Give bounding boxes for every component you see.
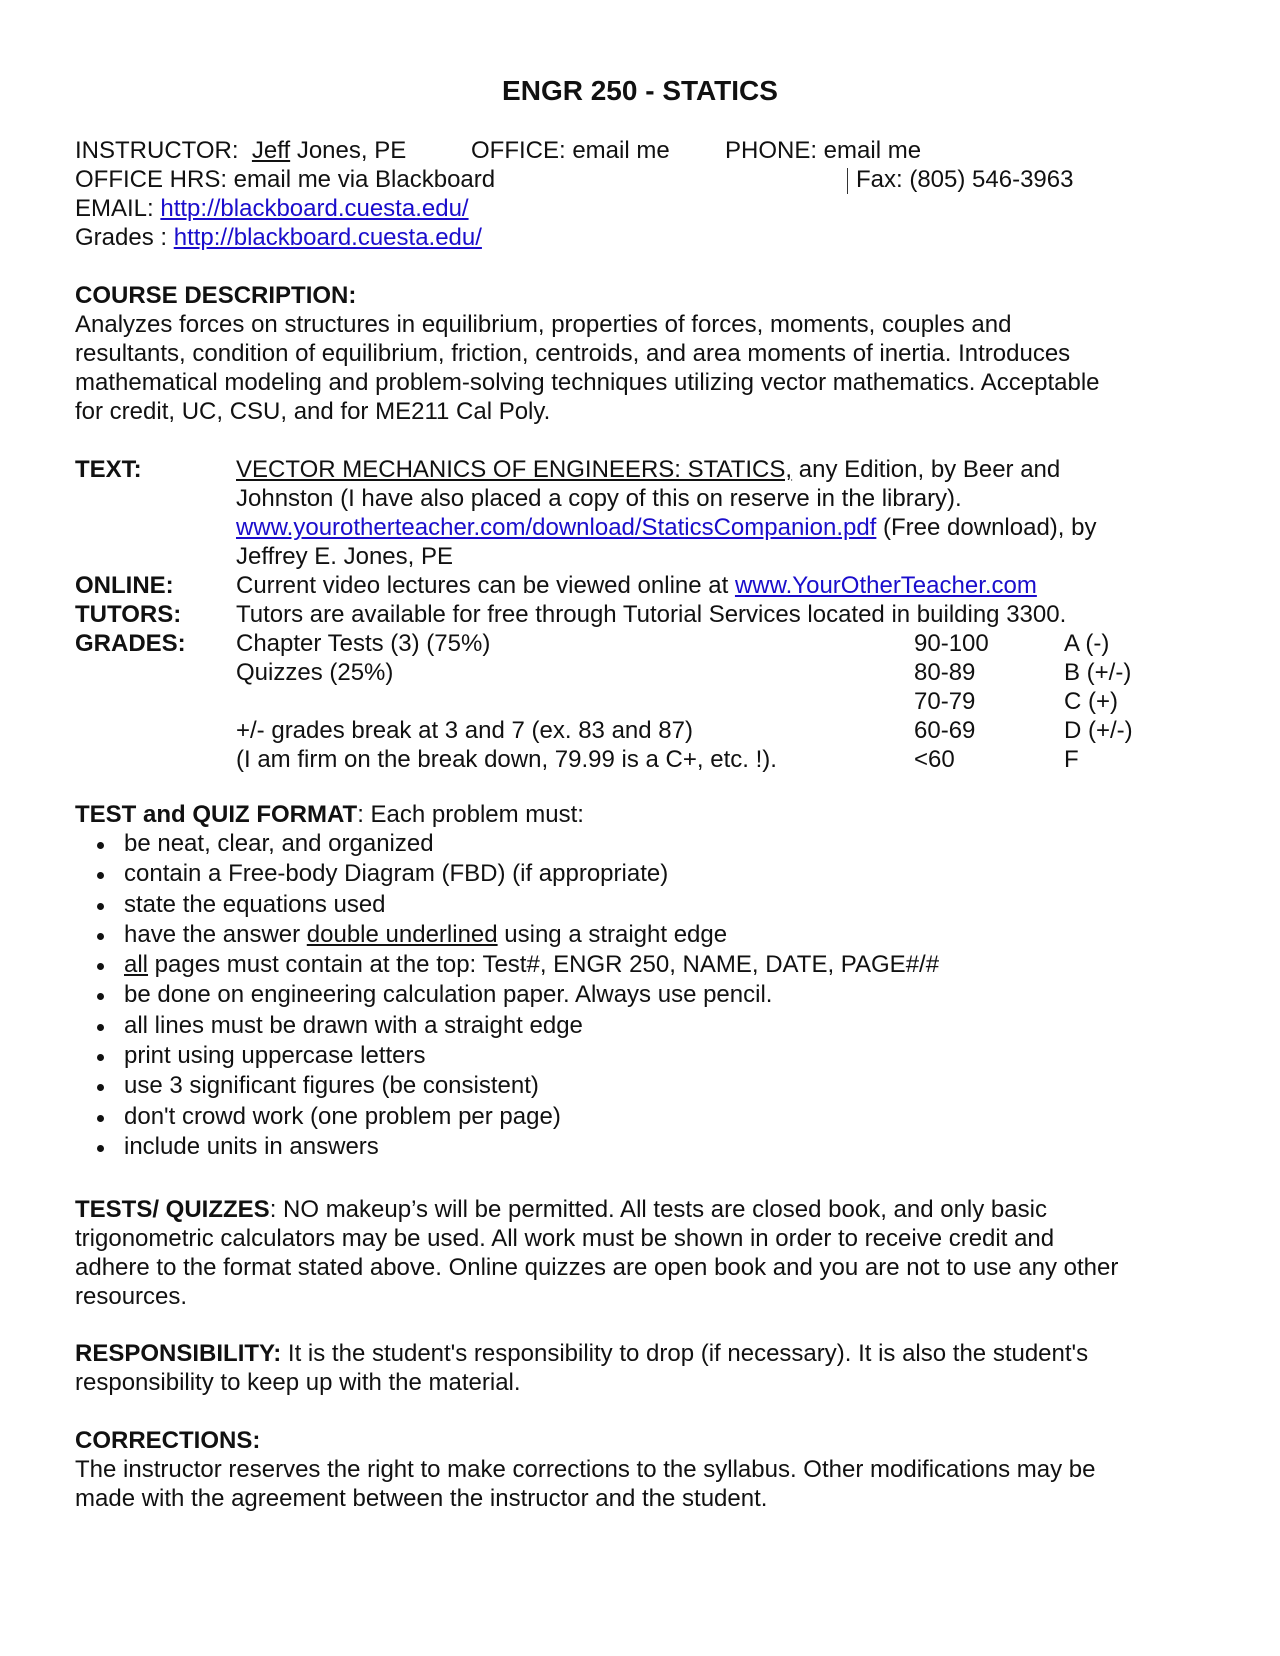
grade-letter: D (+/-): [1064, 717, 1133, 744]
grade-range: 80-89: [914, 659, 976, 686]
list-item: all lines must be drawn with a straight edge: [75, 1011, 939, 1041]
bullet-icon: [97, 842, 104, 849]
course-description: [75, 281, 1205, 426]
list-item: don't crowd work (one problem per page): [75, 1102, 939, 1132]
bullet-icon: [97, 993, 104, 1000]
bullet-icon: [97, 1115, 104, 1122]
grade-firm-note: (I am firm on the break down, 79.99 is a C+, etc. !).: [236, 746, 777, 773]
grade-weight-item: Chapter Tests (3) (75%): [236, 630, 491, 657]
bullet-icon: [97, 1054, 104, 1061]
email-label: EMAIL:: [75, 195, 154, 222]
double-underlined-text: double underlined: [306, 920, 498, 948]
list-item: include units in answers: [75, 1132, 939, 1162]
list-item: all pages must contain at the top: Test#, ENGR 250, NAME, DATE, PAGE#/#: [75, 950, 939, 980]
grades-online-line: [75, 223, 482, 252]
list-item: contain a Free-body Diagram (FBD) (if appropriate): [75, 859, 939, 889]
companion-note: (Free download), by: [876, 514, 1097, 541]
tutors-label: TUTORS:: [75, 601, 182, 628]
format-heading-line: [75, 800, 584, 829]
course-description-heading: COURSE DESCRIPTION:: [75, 282, 357, 309]
companion-author: Jeffrey E. Jones, PE: [236, 543, 453, 570]
grade-range: 90-100: [914, 630, 989, 657]
instructor-label: INSTRUCTOR:: [75, 137, 239, 164]
bullet-icon: [97, 1084, 104, 1091]
bullet-icon: [97, 963, 104, 970]
instructor-line: [75, 136, 406, 165]
bullet-icon: [97, 1024, 104, 1031]
format-heading: TEST and QUIZ FORMAT: [75, 801, 358, 828]
course-description-line: mathematical modeling and problem-solving techniques utilizing vector mathematics. Acceptable: [75, 369, 1100, 396]
format-rules-list: [75, 829, 939, 1162]
online-line: [236, 571, 1037, 600]
course-description-line: for credit, UC, CSU, and for ME211 Cal Poly.: [75, 398, 551, 425]
tests-heading: TESTS/ QUIZZES: [75, 1196, 270, 1223]
grade-break-note: +/- grades break at 3 and 7 (ex. 83 and 87): [236, 717, 693, 744]
textbook-title: VECTOR MECHANICS OF ENGINEERS: STATICS,: [236, 456, 793, 483]
text-label: TEXT:: [75, 456, 142, 483]
corrections-heading: CORRECTIONS:: [75, 1427, 261, 1454]
companion-pdf-link[interactable]: www.yourotherteacher.com/download/StaticsCompanion.pdf: [236, 514, 877, 541]
list-item: have the answer double underlined using a straight edge: [75, 920, 939, 950]
bullet-icon: [97, 1145, 104, 1152]
grade-range: <60: [914, 746, 955, 773]
grade-range: 70-79: [914, 688, 976, 715]
instructor-first-name: Jeff: [251, 137, 291, 164]
responsibility-heading: RESPONSIBILITY:: [75, 1340, 282, 1367]
grade-range: 60-69: [914, 717, 976, 744]
tests-quizzes-section: TESTS/ QUIZZES: NO makeup’s will be permitted. All tests are closed book, and only basic trigonometric calculators may be used. All work must be shown in order to receive credit and adhere to the format stated above. Online quizzes are open book and you are not to use any other resources.: [75, 1196, 1119, 1310]
course-description-line: resultants, condition of equilibrium, friction, centroids, and area moments of inertia. Introduces: [75, 340, 1071, 367]
list-item: use 3 significant figures (be consistent): [75, 1071, 939, 1101]
bullet-icon: [97, 933, 104, 940]
online-text: Current video lectures can be viewed online at: [236, 572, 735, 599]
corrections-section: CORRECTIONS: The instructor reserves the right to make corrections to the syllabus. Other modifications may be made with the agreement between the instructor and the student.: [75, 1426, 1205, 1513]
grade-letter: C (+): [1064, 688, 1118, 715]
grade-letter: B (+/-): [1064, 659, 1132, 686]
list-item: print using uppercase letters: [75, 1041, 939, 1071]
list-item: be neat, clear, and organized: [75, 829, 939, 859]
office-hours: OFFICE HRS: email me via Blackboard: [75, 166, 496, 193]
page-title: ENGR 250 - STATICS: [502, 75, 778, 106]
fax-number: Fax: (805) 546-3963: [856, 166, 1074, 193]
email-line: [75, 194, 469, 223]
list-item: be done on engineering calculation paper. Always use pencil.: [75, 980, 939, 1010]
companion-line: [236, 513, 1096, 542]
instructor-last-name: Jones, PE: [296, 137, 407, 164]
tutors-text: Tutors are available for free through Tutorial Services located in building 3300.: [236, 601, 1067, 628]
textbook-authors: any Edition, by Beer and: [792, 456, 1061, 483]
phone-info: PHONE: email me: [725, 137, 922, 164]
grade-letter: F: [1064, 746, 1079, 773]
grades-label: GRADES:: [75, 630, 186, 657]
online-lectures-link[interactable]: www.YourOtherTeacher.com: [734, 572, 1037, 599]
responsibility-section: RESPONSIBILITY: It is the student's responsibility to drop (if necessary). It is also the student's responsibility to keep up with the material.: [75, 1340, 1089, 1396]
grades-online-link[interactable]: http://blackboard.cuesta.edu/: [173, 224, 482, 251]
email-link[interactable]: http://blackboard.cuesta.edu/: [160, 195, 469, 222]
list-item: state the equations used: [75, 890, 939, 920]
grades-online-label: Grades :: [75, 224, 168, 251]
grade-weight-item: Quizzes (25%): [236, 659, 394, 686]
bullet-icon: [97, 872, 104, 879]
bullet-icon: [97, 903, 104, 910]
textbook-line: [236, 455, 1060, 484]
format-intro: : Each problem must:: [357, 801, 584, 828]
online-label: ONLINE:: [75, 572, 174, 599]
course-description-line: Analyzes forces on structures in equilibrium, properties of forces, moments, couples and: [75, 311, 1012, 338]
textbook-reserve-note: Johnston (I have also placed a copy of this on reserve in the library).: [236, 485, 962, 512]
fax-separator: [847, 168, 848, 194]
grade-letter: A (-): [1064, 630, 1110, 657]
office-info: OFFICE: email me: [471, 137, 670, 164]
